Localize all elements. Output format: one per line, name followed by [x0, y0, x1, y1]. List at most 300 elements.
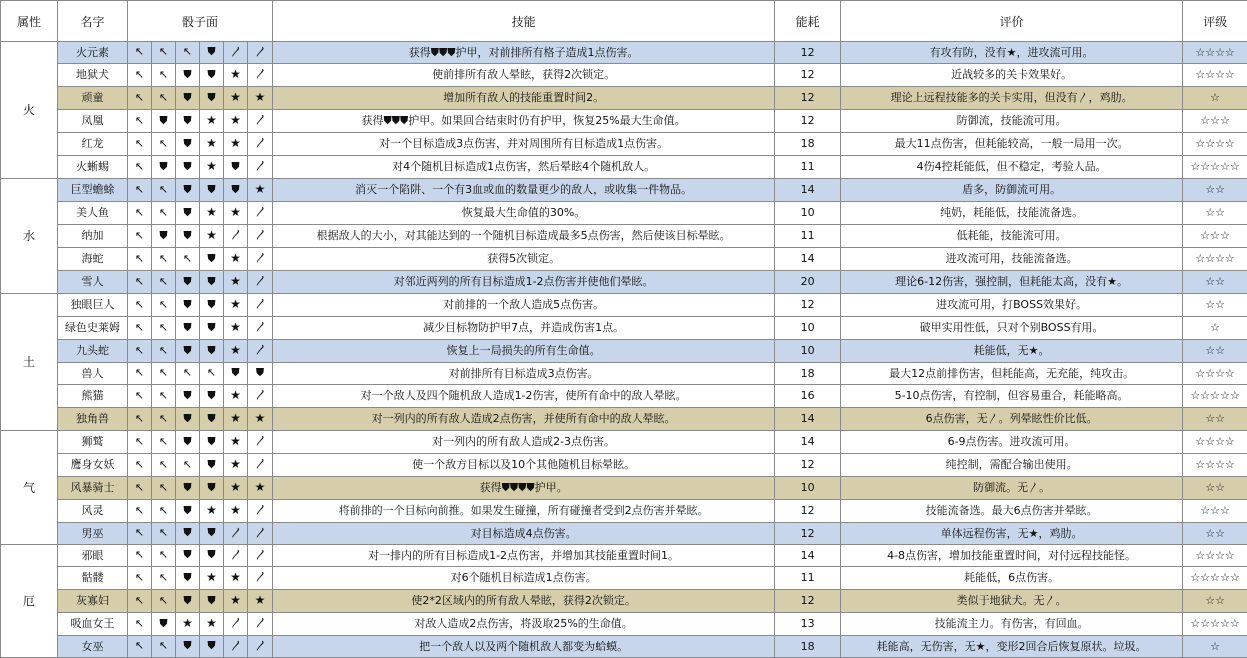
- monster-name: 狮鹫: [58, 431, 128, 454]
- shield-icon: ⛊: [207, 295, 215, 315]
- energy-cost: 14: [775, 408, 841, 431]
- monster-name: 风暴骑士: [58, 477, 128, 500]
- energy-cost: 18: [775, 133, 841, 156]
- table-row: [1, 590, 1247, 613]
- shield-icon: ⛊: [183, 478, 191, 498]
- dice-face-cell: [248, 431, 273, 454]
- dice-face-cell: [152, 613, 176, 636]
- bolt-icon: 〳: [255, 134, 265, 154]
- monster-name: 熊猫: [58, 385, 128, 408]
- table-body: [1, 42, 1247, 658]
- dice-face-cell: [176, 202, 200, 225]
- dice-face-cell: [200, 545, 224, 567]
- up-icon: ↖: [159, 363, 168, 383]
- dice-face-cell: [176, 408, 200, 431]
- bolt-icon: 〳: [255, 203, 265, 223]
- review-text: 单体远程伤害，无★，鸡肋。: [841, 523, 1183, 545]
- dice-face-cell: [248, 454, 273, 477]
- bolt-icon: 〳: [255, 43, 265, 63]
- monster-name: 巨型蟾蜍: [58, 179, 128, 202]
- star-icon: ★: [206, 567, 217, 587]
- dice-face-cell: [128, 42, 152, 64]
- dice-face-cell: [200, 636, 224, 658]
- dice-face-cell: [224, 179, 248, 202]
- shield-icon: ⛊: [207, 545, 215, 565]
- rating-stars: ☆☆☆☆: [1183, 545, 1247, 567]
- up-icon: ↖: [135, 157, 144, 177]
- star-icon: ★: [230, 408, 241, 428]
- bolt-icon: 〳: [255, 455, 265, 475]
- bolt-icon: 〳: [231, 43, 241, 63]
- dice-face-cell: [128, 64, 152, 87]
- energy-cost: 11: [775, 567, 841, 590]
- star-icon: ★: [206, 156, 217, 176]
- shield-icon: ⛊: [159, 157, 167, 177]
- dice-face-cell: [224, 225, 248, 248]
- dice-face-cell: [200, 64, 224, 87]
- bolt-icon: 〳: [255, 272, 265, 292]
- up-icon: ↖: [135, 636, 144, 656]
- dice-face-cell: [224, 385, 248, 408]
- energy-cost: 14: [775, 431, 841, 454]
- shield-icon: ⛊: [207, 65, 215, 85]
- up-icon: ↖: [159, 180, 168, 200]
- dice-face-cell: [128, 271, 152, 294]
- dice-face-cell: [200, 431, 224, 454]
- dice-face-cell: [224, 42, 248, 64]
- up-icon: ↖: [135, 409, 144, 429]
- dice-face-cell: [248, 87, 273, 110]
- energy-cost: 10: [775, 317, 841, 340]
- star-icon: ★: [230, 271, 241, 291]
- dice-face-cell: [176, 179, 200, 202]
- dice-face-cell: [224, 613, 248, 636]
- dice-face-cell: [152, 636, 176, 658]
- up-icon: ↖: [135, 111, 144, 131]
- dice-face-cell: [224, 477, 248, 500]
- shield-icon: ⛊: [207, 42, 215, 62]
- dice-face-cell: [248, 179, 273, 202]
- dice-face-cell: [128, 202, 152, 225]
- header-name: 名字: [58, 1, 128, 42]
- star-icon: ★: [230, 590, 241, 610]
- shield-icon: ⛊: [183, 545, 191, 565]
- dice-face-cell: [224, 567, 248, 590]
- dice-face-cell: [128, 248, 152, 271]
- monster-name: 独角兽: [58, 408, 128, 431]
- dice-face-cell: [128, 500, 152, 523]
- dice-face-cell: [128, 590, 152, 613]
- dice-face-cell: [224, 545, 248, 567]
- review-text: 最大12点前排伤害，但耗能高，无充能，纯攻击。: [841, 363, 1183, 385]
- monster-name: 美人鱼: [58, 202, 128, 225]
- up-icon: ↖: [159, 65, 168, 85]
- review-text: 4-8点伤害，增加技能重置时间，对付远程技能怪。: [841, 545, 1183, 567]
- dice-face-cell: [224, 248, 248, 271]
- up-icon: ↖: [159, 42, 168, 62]
- shield-icon: ⛊: [207, 318, 215, 338]
- shield-icon: ⛊: [207, 249, 215, 269]
- star-icon: ★: [230, 133, 241, 153]
- up-icon: ↖: [159, 636, 168, 656]
- star-icon: ★: [206, 613, 217, 633]
- dice-face-cell: [176, 248, 200, 271]
- up-icon: ↖: [135, 523, 144, 543]
- rating-stars: ☆☆: [1183, 590, 1247, 613]
- dice-face-cell: [152, 317, 176, 340]
- bolt-icon: 〳: [255, 501, 265, 521]
- dice-face-cell: [248, 340, 273, 363]
- energy-cost: 12: [775, 110, 841, 133]
- star-icon: ★: [230, 431, 241, 451]
- dice-face-cell: [152, 64, 176, 87]
- attribute-cell: 火: [1, 42, 58, 179]
- table-row: [1, 613, 1247, 636]
- review-text: 6-9点伤害。进攻流可用。: [841, 431, 1183, 454]
- bolt-icon: 〳: [255, 295, 265, 315]
- dice-face-cell: [152, 110, 176, 133]
- rating-stars: ☆: [1183, 87, 1247, 110]
- dice-face-cell: [176, 385, 200, 408]
- dice-face-cell: [176, 454, 200, 477]
- dice-face-cell: [200, 225, 224, 248]
- monster-name: 风灵: [58, 500, 128, 523]
- bolt-icon: 〳: [255, 637, 265, 657]
- shield-icon: ⛊: [207, 409, 215, 429]
- dice-face-cell: [176, 613, 200, 636]
- dice-face-cell: [128, 133, 152, 156]
- skill-text: 对邻近两列的所有目标造成1-2点伤害并使他们晕眩。: [273, 271, 775, 294]
- rating-stars: ☆☆☆: [1183, 110, 1247, 133]
- review-text: 4伤4控耗能低，但不稳定，考验人品。: [841, 156, 1183, 179]
- dice-face-cell: [152, 385, 176, 408]
- dice-face-cell: [176, 500, 200, 523]
- header-dice: 骰子面: [128, 1, 273, 42]
- dice-face-cell: [128, 156, 152, 179]
- shield-icon: ⛊: [159, 614, 167, 634]
- star-icon: ★: [230, 477, 241, 497]
- up-icon: ↖: [159, 272, 168, 292]
- dice-face-cell: [128, 225, 152, 248]
- table-row: [1, 317, 1247, 340]
- star-icon: ★: [230, 294, 241, 314]
- dice-face-cell: [176, 42, 200, 64]
- star-icon: ★: [230, 110, 241, 130]
- star-icon: ★: [182, 613, 193, 633]
- dice-face-cell: [200, 110, 224, 133]
- skill-text: 对前排的一个敌人造成5点伤害。: [273, 294, 775, 317]
- dice-face-cell: [128, 567, 152, 590]
- dice-face-cell: [248, 545, 273, 567]
- up-icon: ↖: [159, 88, 168, 108]
- rating-stars: ☆: [1183, 636, 1247, 658]
- skill-text: 获得⛊⛊⛊护甲，对前排所有格子造成1点伤害。: [273, 42, 775, 64]
- skill-text: 对一排内的所有目标造成1-2点伤害，并增加其技能重置时间1。: [273, 545, 775, 567]
- dice-face-cell: [152, 545, 176, 567]
- dice-face-cell: [200, 294, 224, 317]
- shield-icon: ⛊: [231, 157, 239, 177]
- monster-name: 火元素: [58, 42, 128, 64]
- review-text: 防御流。无〳。: [841, 477, 1183, 500]
- shield-icon: ⛊: [183, 591, 191, 611]
- bolt-icon: 〳: [255, 614, 265, 634]
- rating-stars: ☆☆☆☆: [1183, 133, 1247, 156]
- dice-face-cell: [128, 613, 152, 636]
- energy-cost: 12: [775, 64, 841, 87]
- dice-face-cell: [248, 567, 273, 590]
- shield-icon: ⛊: [231, 180, 239, 200]
- rating-stars: ☆☆: [1183, 179, 1247, 202]
- dice-face-cell: [248, 477, 273, 500]
- table-row: [1, 545, 1247, 567]
- dice-face-cell: [128, 454, 152, 477]
- up-icon: ↖: [135, 568, 144, 588]
- star-icon: ★: [230, 248, 241, 268]
- shield-icon: ⛊: [183, 272, 191, 292]
- table-row: [1, 340, 1247, 363]
- shield-icon: ⛊: [207, 88, 215, 108]
- table-row: [1, 225, 1247, 248]
- energy-cost: 11: [775, 225, 841, 248]
- skill-text: 获得5次锁定。: [273, 248, 775, 271]
- dice-face-cell: [224, 156, 248, 179]
- bolt-icon: 〳: [255, 386, 265, 406]
- shield-icon: ⛊: [183, 203, 191, 223]
- dice-face-cell: [128, 408, 152, 431]
- shield-icon: ⛊: [159, 111, 167, 131]
- up-icon: ↖: [135, 386, 144, 406]
- monster-name: 火蜥蜴: [58, 156, 128, 179]
- dice-face-cell: [128, 87, 152, 110]
- shield-icon: ⛊: [183, 523, 191, 543]
- table-row: [1, 431, 1247, 454]
- bolt-icon: 〳: [255, 226, 265, 246]
- rating-stars: ☆☆☆☆: [1183, 431, 1247, 454]
- rating-stars: ☆☆☆☆☆: [1183, 385, 1247, 408]
- dice-face-cell: [152, 477, 176, 500]
- up-icon: ↖: [159, 295, 168, 315]
- skill-text: 对敌人造成2点伤害，将汲取25%的生命值。: [273, 613, 775, 636]
- dice-face-cell: [152, 156, 176, 179]
- dice-face-cell: [248, 42, 273, 64]
- header-review: 评价: [841, 1, 1183, 42]
- skill-text: 对一个目标造成3点伤害，并对周围所有目标造成1点伤害。: [273, 133, 775, 156]
- skill-text: 对4个随机目标造成1点伤害，然后晕眩4个随机敌人。: [273, 156, 775, 179]
- rating-stars: ☆☆☆☆☆: [1183, 613, 1247, 636]
- dice-face-cell: [224, 454, 248, 477]
- up-icon: ↖: [135, 88, 144, 108]
- dice-face-cell: [248, 156, 273, 179]
- shield-icon: ⛊: [207, 341, 215, 361]
- shield-icon: ⛊: [231, 363, 239, 383]
- dice-face-cell: [176, 431, 200, 454]
- dice-face-cell: [248, 636, 273, 658]
- rating-stars: ☆☆: [1183, 271, 1247, 294]
- rating-stars: ☆☆☆☆: [1183, 363, 1247, 385]
- bolt-icon: 〳: [255, 318, 265, 338]
- shield-icon: ⛊: [207, 523, 215, 543]
- dice-face-cell: [152, 567, 176, 590]
- dice-face-cell: [176, 225, 200, 248]
- table-row: [1, 133, 1247, 156]
- review-text: 最大11点伤害，但耗能较高，一般一局用一次。: [841, 133, 1183, 156]
- review-text: 耗能高，无伤害，无★，变形2回合后恢复原状。垃圾。: [841, 636, 1183, 658]
- star-icon: ★: [230, 500, 241, 520]
- star-icon: ★: [230, 64, 241, 84]
- dice-face-cell: [200, 202, 224, 225]
- shield-icon: ⛊: [207, 272, 215, 292]
- dice-face-cell: [176, 87, 200, 110]
- shield-icon: ⛊: [207, 432, 215, 452]
- table-row: [1, 64, 1247, 87]
- energy-cost: 20: [775, 271, 841, 294]
- dice-face-cell: [248, 523, 273, 545]
- table-row: [1, 248, 1247, 271]
- dice-face-cell: [176, 317, 200, 340]
- rating-stars: ☆☆: [1183, 294, 1247, 317]
- table-row: [1, 110, 1247, 133]
- skill-text: 对前排所有目标造成3点伤害。: [273, 363, 775, 385]
- star-icon: ★: [230, 340, 241, 360]
- review-text: 耗能低，无★。: [841, 340, 1183, 363]
- up-icon: ↖: [135, 545, 144, 565]
- shield-icon: ⛊: [183, 295, 191, 315]
- dice-face-cell: [128, 294, 152, 317]
- shield-icon: ⛊: [207, 591, 215, 611]
- energy-cost: 18: [775, 363, 841, 385]
- skill-text: 对一个敌人及四个随机敌人造成1-2伤害，使所有命中的敌人晕眩。: [273, 385, 775, 408]
- energy-cost: 12: [775, 87, 841, 110]
- star-icon: ★: [230, 202, 241, 222]
- monster-name: 绿色史莱姆: [58, 317, 128, 340]
- dice-face-cell: [200, 271, 224, 294]
- skill-text: 根据敌人的大小，对其能达到的一个随机目标造成最多5点伤害，然后使该目标晕眩。: [273, 225, 775, 248]
- skill-text: 恢复最大生命值的30%。: [273, 202, 775, 225]
- star-icon: ★: [255, 179, 266, 199]
- dice-face-cell: [176, 271, 200, 294]
- up-icon: ↖: [207, 363, 216, 383]
- up-icon: ↖: [159, 203, 168, 223]
- shield-icon: ⛊: [159, 226, 167, 246]
- bolt-icon: 〳: [231, 637, 241, 657]
- monster-name: 纳加: [58, 225, 128, 248]
- shield-icon: ⛊: [183, 111, 191, 131]
- dice-face-cell: [200, 248, 224, 271]
- shield-icon: ⛊: [183, 65, 191, 85]
- bolt-icon: 〳: [255, 546, 265, 566]
- star-icon: ★: [255, 87, 266, 107]
- dice-face-cell: [176, 523, 200, 545]
- energy-cost: 14: [775, 179, 841, 202]
- table-row: [1, 567, 1247, 590]
- rating-stars: ☆☆: [1183, 340, 1247, 363]
- skill-text: 对一列内的所有敌人造成2点伤害，并使所有命中的敌人晕眩。: [273, 408, 775, 431]
- dice-face-cell: [224, 363, 248, 385]
- shield-icon: ⛊: [183, 432, 191, 452]
- shield-icon: ⛊: [183, 88, 191, 108]
- dice-face-cell: [224, 87, 248, 110]
- dice-face-cell: [248, 385, 273, 408]
- review-text: 低耗能，技能流可用。: [841, 225, 1183, 248]
- dice-face-cell: [176, 590, 200, 613]
- shield-icon: ⛊: [207, 636, 215, 656]
- table-row: [1, 87, 1247, 110]
- bolt-icon: 〳: [255, 157, 265, 177]
- review-text: 进攻流可用，打BOSS效果好。: [841, 294, 1183, 317]
- review-text: 纯控制，需配合输出使用。: [841, 454, 1183, 477]
- dice-face-cell: [176, 567, 200, 590]
- star-icon: ★: [206, 500, 217, 520]
- dice-face-cell: [248, 248, 273, 271]
- energy-cost: 12: [775, 500, 841, 523]
- up-icon: ↖: [135, 614, 144, 634]
- dice-face-cell: [200, 567, 224, 590]
- dice-face-cell: [248, 110, 273, 133]
- monster-name: 独眼巨人: [58, 294, 128, 317]
- table-row: [1, 363, 1247, 385]
- dice-face-cell: [200, 408, 224, 431]
- dice-face-cell: [128, 431, 152, 454]
- skill-text: 恢复上一局损失的所有生命值。: [273, 340, 775, 363]
- up-icon: ↖: [159, 523, 168, 543]
- rating-stars: ☆☆☆☆: [1183, 248, 1247, 271]
- dice-face-cell: [152, 523, 176, 545]
- dice-face-cell: [248, 271, 273, 294]
- star-icon: ★: [230, 317, 241, 337]
- dice-face-cell: [152, 179, 176, 202]
- dice-face-cell: [200, 156, 224, 179]
- up-icon: ↖: [135, 249, 144, 269]
- dice-face-cell: [176, 477, 200, 500]
- shield-icon: ⛊: [183, 568, 191, 588]
- up-icon: ↖: [135, 42, 144, 62]
- shield-icon: ⛊: [183, 636, 191, 656]
- rating-stars: ☆☆☆: [1183, 225, 1247, 248]
- star-icon: ★: [255, 477, 266, 497]
- dice-face-cell: [200, 613, 224, 636]
- skill-text: 减少目标物防护甲7点，并造成伤害1点。: [273, 317, 775, 340]
- up-icon: ↖: [159, 568, 168, 588]
- shield-icon: ⛊: [207, 180, 215, 200]
- dice-face-cell: [152, 133, 176, 156]
- table-row: [1, 294, 1247, 317]
- energy-cost: 12: [775, 42, 841, 64]
- bolt-icon: 〳: [255, 249, 265, 269]
- rating-stars: ☆☆☆☆☆: [1183, 156, 1247, 179]
- dice-face-cell: [176, 545, 200, 567]
- dice-face-cell: [224, 271, 248, 294]
- up-icon: ↖: [135, 501, 144, 521]
- monster-name: 吸血女王: [58, 613, 128, 636]
- rating-stars: ☆☆: [1183, 477, 1247, 500]
- up-icon: ↖: [135, 272, 144, 292]
- header-skill: 技能: [273, 1, 775, 42]
- dice-face-cell: [200, 317, 224, 340]
- monster-name: 顽童: [58, 87, 128, 110]
- table-row: [1, 385, 1247, 408]
- dice-face-cell: [128, 477, 152, 500]
- rating-stars: ☆: [1183, 317, 1247, 340]
- shield-icon: ⛊: [207, 478, 215, 498]
- table-row: [1, 454, 1247, 477]
- review-text: 耗能低，6点伤害。: [841, 567, 1183, 590]
- monster-name: 地狱犬: [58, 64, 128, 87]
- review-text: 6点伤害，无〳。列晕眩性价比低。: [841, 408, 1183, 431]
- up-icon: ↖: [135, 363, 144, 383]
- energy-cost: 11: [775, 156, 841, 179]
- dice-face-cell: [224, 523, 248, 545]
- skill-text: 获得⛊⛊⛊⛊护甲。: [273, 477, 775, 500]
